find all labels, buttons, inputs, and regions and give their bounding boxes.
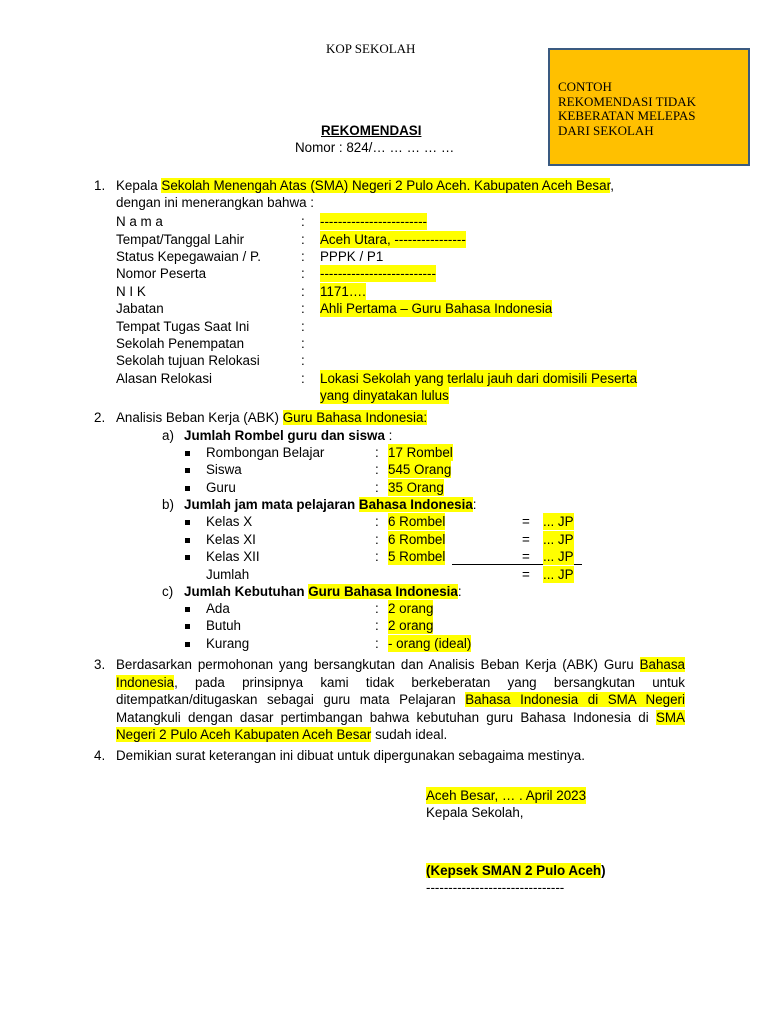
kop-sekolah: KOP SEKOLAH [326,41,416,56]
field-label: Status Kepegawaian / P. [116,249,261,264]
section-1-intro [116,177,614,194]
ada-value: 2 orang [388,601,434,616]
section-1-number: 1. [94,178,106,193]
field-colon: : [301,319,305,334]
section-4-number: 4. [94,748,106,763]
subsection-c-title-text: Jumlah Kebutuhan [184,584,309,599]
school-highlight: SMA Negeri 2 Pulo Aceh Kabupaten Aceh Besar [116,709,685,742]
butuh-value: 2 orang [388,618,434,633]
equals-sign: = [522,567,530,582]
field-label: Sekolah Penempatan [116,336,245,351]
section-1-intro-prefix: Kepala [116,178,162,193]
document-number: Nomor : 824/… … … … … [295,140,455,155]
subsection-b-title-suffix: : [472,497,477,512]
kurang-label: Kurang [206,636,250,651]
kelas-label: Kelas XII [206,549,260,564]
kelas-label: Kelas X [206,514,253,529]
subject-highlight: Bahasa Indonesia [116,657,685,690]
section-3-text: Berdasarkan permohonan yang bersangkutan dan Analisis Beban Kerja (ABK) Guru [116,657,640,672]
subsection-a-title-suffix: : [384,428,393,443]
section-2-number: 2. [94,410,106,425]
equals-sign: = [522,514,530,529]
kelas-jp: ... JP [543,514,574,529]
bullet-icon [185,607,190,612]
note-line: DARI SEKOLAH [558,122,654,138]
field-label: N a m a [116,214,163,229]
signature-place-date: Aceh Besar, … . April 2023 [426,788,587,803]
field-value: ------------------------ [320,214,428,229]
ada-label: Ada [206,601,230,616]
butuh-label: Butuh [206,618,241,633]
field-value-continued: yang dinyatakan lulus [320,388,449,403]
bullet-icon [185,520,190,525]
field-label: Tempat/Tanggal Lahir [116,232,245,247]
kelas-label: Kelas XI [206,532,256,547]
subject-highlight: Bahasa Indonesia [358,497,473,512]
subsection-c-title-suffix: : [457,584,462,599]
kelas-rombel: 5 Rombel [388,549,446,564]
field-value: Ahli Pertama – Guru Bahasa Indonesia [320,301,553,316]
rombel-value: 17 Rombel [388,445,453,460]
section-4-text: Demikian surat keterangan ini dibuat untuk dipergunakan sebagaima mestinya. [116,748,585,763]
field-value: -------------------------- [320,266,436,281]
example-note-box [548,48,750,166]
section-3-number: 3. [94,657,106,672]
kelas-jp: ... JP [543,549,574,564]
kelas-rombel: 6 Rombel [388,514,446,529]
item-colon: : [375,618,379,633]
subsection-b-letter: b) [162,497,174,512]
subject-highlight: Guru Bahasa Indonesia [308,584,458,599]
field-colon: : [301,214,305,229]
kelas-rombel: 6 Rombel [388,532,446,547]
field-label: Jabatan [116,301,164,316]
siswa-label: Siswa [206,462,242,477]
field-label: Nomor Peserta [116,266,207,281]
school-name-highlight: Sekolah Menengah Atas (SMA) Negeri 2 Pulo Aceh. Kabupaten Aceh Besar [161,178,611,193]
subsection-c-title [184,583,462,600]
field-colon: : [301,284,305,299]
field-label: Sekolah tujuan Relokasi [116,353,260,368]
document-title: REKOMENDASI [321,123,422,138]
field-colon: : [301,371,305,386]
item-colon: : [375,549,379,564]
field-colon: : [301,301,305,316]
field-label: Alasan Relokasi [116,371,213,386]
field-value: Lokasi Sekolah yang terlalu jauh dari domisili Peserta [320,371,638,386]
kurang-value: - orang (ideal) [388,636,472,651]
equals-sign: = [522,549,530,564]
field-colon: : [301,249,305,264]
signature-role: Kepala Sekolah, [426,805,524,820]
subsection-b-title [184,496,477,513]
section-3-paragraph [116,656,685,744]
field-colon: : [301,336,305,351]
signature-name-text: (Kepsek SMAN 2 Pulo Aceh [426,863,602,878]
signature-name-close: ) [601,863,606,878]
item-colon: : [375,636,379,651]
bullet-icon [185,486,190,491]
signature-name [426,862,606,879]
guru-label: Guru [206,480,236,495]
subsection-a-title [184,427,392,444]
bullet-icon [185,451,190,456]
item-colon: : [375,514,379,529]
subject-highlight: Guru Bahasa Indonesia: [282,410,428,425]
section-1-intro-suffix: , [610,178,615,193]
item-colon: : [375,445,379,460]
rombel-label: Rombongan Belajar [206,445,325,460]
school-highlight: Bahasa Indonesia di SMA Negeri [465,692,685,707]
bullet-icon [185,624,190,629]
subsection-c-letter: c) [162,584,174,599]
note-line: REKOMENDASI TIDAK [558,93,697,109]
bullet-icon [185,468,190,473]
guru-value: 35 Orang [388,480,444,495]
note-line: KEBERATAN MELEPAS [558,108,696,123]
equals-sign: = [522,532,530,547]
siswa-value: 545 Orang [388,462,452,477]
field-value: Aceh Utara, ---------------- [320,232,466,247]
total-label: Jumlah [206,567,250,582]
signature-line: ------------------------------- [426,880,565,895]
section-3-text: , pada prinsipnya kami tidak berkeberatan yang bersangkutan untuk ditempatkan/ditugaskan sebagai guru mata Pelajaran [116,674,685,707]
item-colon: : [375,462,379,477]
field-colon: : [301,266,305,281]
field-colon: : [301,232,305,247]
subsection-a-letter: a) [162,428,174,443]
subsection-b-title-text: Jumlah jam mata pelajaran [184,497,359,512]
item-colon: : [375,601,379,616]
item-colon: : [375,532,379,547]
section-3-text: sudah ideal. [371,727,448,742]
section-3-text: Matangkuli dengan dasar pertimbangan bahwa kebutuhan guru Bahasa Indonesia di [116,709,656,725]
section-2-intro [116,409,427,426]
bullet-icon [185,555,190,560]
field-value: 1171…. [320,284,366,299]
item-colon: : [375,480,379,495]
note-line: CONTOH [558,79,612,94]
section-2-intro-prefix: Analisis Beban Kerja (ABK) [116,410,283,425]
subsection-a-title-text: Jumlah Rombel guru dan siswa [184,428,385,443]
kelas-jp: ... JP [543,532,574,547]
section-1-intro-line2: dengan ini menerangkan bahwa : [116,195,315,210]
field-label: N I K [116,284,146,299]
field-value: PPPK / P1 [320,249,384,264]
total-jp: ... JP [543,567,574,582]
bullet-icon [185,642,190,647]
field-colon: : [301,353,305,368]
bullet-icon [185,538,190,543]
field-label: Tempat Tugas Saat Ini [116,319,250,334]
